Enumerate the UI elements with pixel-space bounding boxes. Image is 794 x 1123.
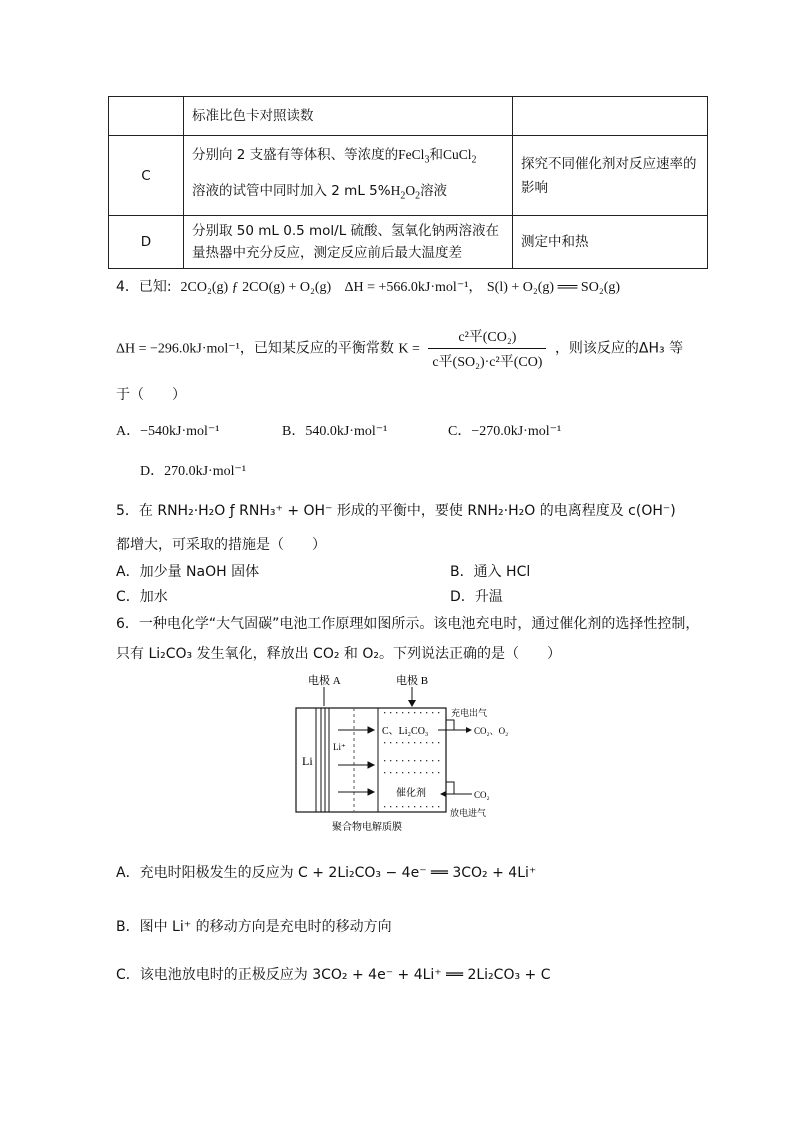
question-6-line-2: 只有 Li₂CO₃ 发生氧化，释放出 CO₂ 和 O₂。下列说法正确的是（ ） (116, 646, 561, 662)
table-row (109, 97, 708, 136)
charge-outlet-pipe (446, 720, 466, 730)
table-cell-label (109, 97, 184, 136)
q5-option-d: D．升温 (450, 589, 503, 605)
q5-option-c: C．加水 (116, 589, 168, 605)
experiment-table (108, 96, 708, 269)
cathode-material-label: C、Li₂CO₃ (382, 726, 429, 737)
q4-option-c: C．−270.0kJ·mol⁻¹ (448, 424, 562, 439)
q6-option-a: A．充电时阳极发生的反应为 C + 2Li₂CO₃ − 4e⁻ ══ 3CO₂ + 4Li⁺ (116, 865, 537, 881)
table-cell-operation (184, 136, 513, 216)
table-cell-label: D (109, 216, 184, 269)
co2-in-label: CO₂ (474, 790, 490, 800)
electrode-b-arrow (408, 700, 416, 707)
li-ion-label: Li⁺ (333, 742, 346, 752)
q5-option-b: B．通入 HCl (450, 564, 531, 580)
equilibrium-constant-fraction: $\frac{\text{c²平(CO₂)}}{\text{c平(SO₂)·c²平(CO)}}$ (428, 326, 546, 371)
table-cell-purpose: 探究不同催化剂对反应速率的影响 (513, 136, 708, 216)
table-row (109, 216, 708, 269)
table-cell-purpose (513, 97, 708, 136)
question-5-line-2: 都增大，可采取的措施是（ ） (116, 537, 326, 553)
question-5-line-1: 5．在 RNH₂·H₂O ƒ RNH₃⁺ + OH⁻ 形成的平衡中，要使 RNH₂·H₂O 的电离程度及 c(OH⁻) (116, 503, 676, 519)
electrode-b-label: 电极 B (396, 675, 429, 687)
table-cell-label: C (109, 136, 184, 216)
table-cell-operation: 分别取 50 mL 0.5 mol/L 硫酸、氢氧化钠两溶液在量热器中充分反应，测定反应前后最大温度差 (184, 216, 513, 269)
li-ion-arrows (338, 727, 374, 795)
operation-line: 分别向 2 支盛有等体积、等浓度的FeCl$_3$和CuCl$_2$ (192, 147, 477, 166)
charge-outlet-arrow-head (466, 727, 472, 733)
table-cell-purpose: 测定中和热 (513, 216, 708, 269)
question-4-line-3: 于（ ） (116, 387, 186, 403)
question-4-line-2: ΔH = −296.0kJ·mol⁻¹，已知某反应的平衡常数 K = $\frac{\text{c²平(CO₂)}}{\text{c平(SO₂)·c²平(CO)}}$ ，则该反应的ΔH₃ 等 (116, 326, 683, 371)
q4-option-d: D．270.0kJ·mol⁻¹ (140, 464, 247, 479)
table-row (109, 136, 708, 216)
membrane-label: 聚合物电解质膜 (332, 822, 402, 833)
q4-option-b: B．540.0kJ·mol⁻¹ (282, 424, 388, 439)
out-gases-label: CO₂、O₂ (474, 726, 509, 736)
catalyst-label: 催化剂 (396, 788, 426, 799)
discharge-inlet-arrow-head (440, 791, 446, 797)
electrode-a-label: 电极 A (308, 675, 341, 687)
q4-option-a: A．−540kJ·mol⁻¹ (116, 424, 220, 439)
li-electrode-label: Li (302, 754, 313, 768)
q6-option-b: B．图中 Li⁺ 的移动方向是充电时的移动方向 (116, 919, 392, 935)
q5-option-a: A．加少量 NaOH 固体 (116, 564, 260, 580)
q6-option-c: C．该电池放电时的正极反应为 3CO₂ + 4e⁻ + 4Li⁺ ══ 2Li₂CO₃ + C (116, 967, 551, 983)
question-6-line-1: 6．一种电化学“大气固碳”电池工作原理如图所示。该电池充电时，通过催化剂的选择性控制， (116, 616, 700, 632)
question-4-line-1: 4．已知: 2CO₂(g) ƒ 2CO(g) + O₂(g) ΔH = +566.0kJ·mol⁻¹， S(l) + O₂(g) ══ SO₂(g) (116, 279, 621, 295)
operation-line: 溶液的试管中同时加入 2 mL $5\%H_2O_2$溶液 (192, 182, 448, 202)
charge-out-label: 充电出气 (451, 708, 488, 718)
battery-diagram (288, 670, 538, 835)
table-cell-operation: 标准比色卡对照读数 (184, 97, 513, 136)
discharge-inlet-pipe (446, 782, 454, 794)
discharge-in-label: 放电进气 (450, 808, 487, 818)
